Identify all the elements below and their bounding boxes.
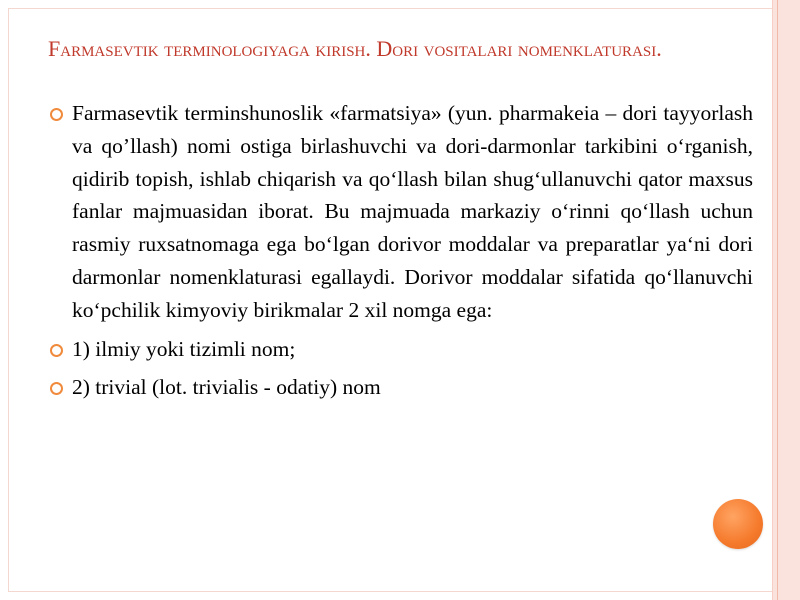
ring-bullet-icon bbox=[50, 382, 63, 395]
ring-bullet-icon bbox=[50, 344, 63, 357]
bullet-item bbox=[48, 371, 753, 404]
bullet-item bbox=[48, 333, 753, 366]
right-decorative-line-inner bbox=[777, 0, 778, 600]
bullet-text: 2) trivial (lot. trivialis - odatiy) nom bbox=[72, 375, 381, 400]
slide-title: Farmasevtik terminologiyaga kirish. Dori vositalari nomenklaturasi. bbox=[48, 36, 662, 61]
right-decorative-line-outer bbox=[772, 0, 773, 600]
bullet-text: Farmasevtik terminshunoslik «farmatsiya» (yun. pharmakeia – dori tayyorlash va qo’llash) nomi ostiga birlashuvchi va dori-darmonlar tarkibini o‘rganish, qidirib topish, ishlab chiqarish va qo‘llash bilan shug‘ullanuvchi qator maxsus fanlar majmuasidan iborat. Bu majmuada markaziy o‘rinni qo‘llash uchun rasmiy ruxsatnomaga ega bo‘lgan dorivor moddalar va preparatlar ya‘ni dori darmonlar nomenklaturasi egallaydi. Dorivor moddalar sifatida qo‘llanuvchi ko‘pchilik kimyoviy birikmalar 2 xil nomga ega: bbox=[72, 101, 753, 322]
bullet-text: 1) ilmiy yoki tizimli nom; bbox=[72, 336, 296, 361]
ring-bullet-icon bbox=[50, 108, 63, 121]
slide-content bbox=[48, 97, 753, 404]
orange-circle-decoration bbox=[713, 499, 763, 549]
bullet-item bbox=[48, 97, 753, 327]
